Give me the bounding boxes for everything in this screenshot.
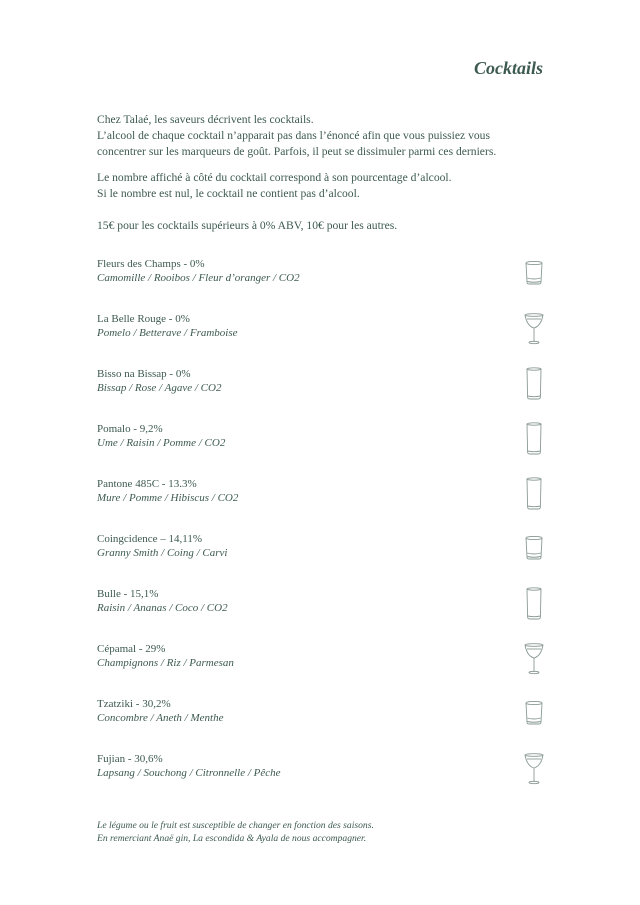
cocktail-item [97, 587, 547, 642]
cocktail-name: Fujian - 30,6% [97, 753, 163, 765]
highball-glass-icon [523, 587, 545, 621]
cocktail-ingredients: Camomille / Rooibos / Fleur d’oranger / CO2 [97, 272, 300, 284]
cocktail-name: Tzatziki - 30,2% [97, 698, 171, 710]
cocktail-item [97, 752, 547, 807]
cocktail-name: Bulle - 15,1% [97, 588, 159, 600]
page-title: Cocktails [473, 58, 543, 78]
intro-paragraph-pricing [97, 218, 557, 234]
footer-note [97, 819, 374, 845]
coupe-glass-icon [523, 642, 545, 676]
coupe-glass-icon [523, 312, 545, 346]
pricing-line: 15€ pour les cocktails supérieurs à 0% ABV, 10€ pour les autres. [97, 219, 398, 232]
intro-line: concentrer sur les marqueurs de goût. Parfois, il peut se dissimuler parmi ces derniers. [97, 145, 497, 158]
intro-line: Si le nombre est nul, le cocktail ne contient pas d’alcool. [97, 187, 360, 200]
cocktail-ingredients: Ume / Raisin / Pomme / CO2 [97, 437, 226, 449]
cocktail-name: Pantone 485C - 13.3% [97, 478, 197, 490]
cocktail-ingredients: Mure / Pomme / Hibiscus / CO2 [97, 492, 239, 504]
intro-paragraph-description [97, 112, 557, 160]
cocktail-item [97, 697, 547, 752]
cocktail-item [97, 257, 547, 312]
cocktail-name: Cépamal - 29% [97, 643, 166, 655]
highball-glass-icon [523, 367, 545, 401]
cocktail-item [97, 367, 547, 422]
footer-line: En remerciant Anaë gin, La escondida & Ayala de nous accompagner. [97, 833, 367, 844]
cocktail-ingredients: Pomelo / Betterave / Framboise [97, 327, 238, 339]
cocktail-name: Pomalo - 9,2% [97, 423, 163, 435]
highball-glass-icon [523, 422, 545, 456]
intro-paragraph-alcohol [97, 170, 557, 202]
cocktail-name: Bisso na Bissap - 0% [97, 368, 191, 380]
intro-line: L’alcool de chaque cocktail n’apparait pas dans l’énoncé afin que vous puissiez vous [97, 129, 490, 142]
intro-line: Le nombre affiché à côté du cocktail correspond à son pourcentage d’alcool. [97, 171, 452, 184]
cocktail-ingredients: Bissap / Rose / Agave / CO2 [97, 382, 222, 394]
footer-line: Le légume ou le fruit est susceptible de changer en fonction des saisons. [97, 820, 374, 831]
highball-glass-icon [523, 477, 545, 511]
cocktail-name: Coingcidence – 14,11% [97, 533, 202, 545]
coupe-glass-icon [523, 752, 545, 786]
cocktail-item [97, 642, 547, 697]
cocktail-item [97, 422, 547, 477]
cocktail-name: Fleurs des Champs - 0% [97, 258, 205, 270]
cocktail-ingredients: Raisin / Ananas / Coco / CO2 [97, 602, 228, 614]
intro-line: Chez Talaé, les saveurs décrivent les cocktails. [97, 113, 314, 126]
cocktail-item [97, 477, 547, 532]
cocktail-list [97, 257, 547, 807]
cocktail-item [97, 312, 547, 367]
cocktail-ingredients: Champignons / Riz / Parmesan [97, 657, 234, 669]
rocks-glass-icon [523, 532, 545, 566]
cocktail-name: La Belle Rouge - 0% [97, 313, 190, 325]
cocktail-ingredients: Granny Smith / Coing / Carvi [97, 547, 228, 559]
cocktail-ingredients: Concombre / Aneth / Menthe [97, 712, 224, 724]
rocks-glass-icon [523, 257, 545, 291]
cocktail-item [97, 532, 547, 587]
rocks-glass-icon [523, 697, 545, 731]
cocktail-ingredients: Lapsang / Souchong / Citronnelle / Pêche [97, 767, 281, 779]
